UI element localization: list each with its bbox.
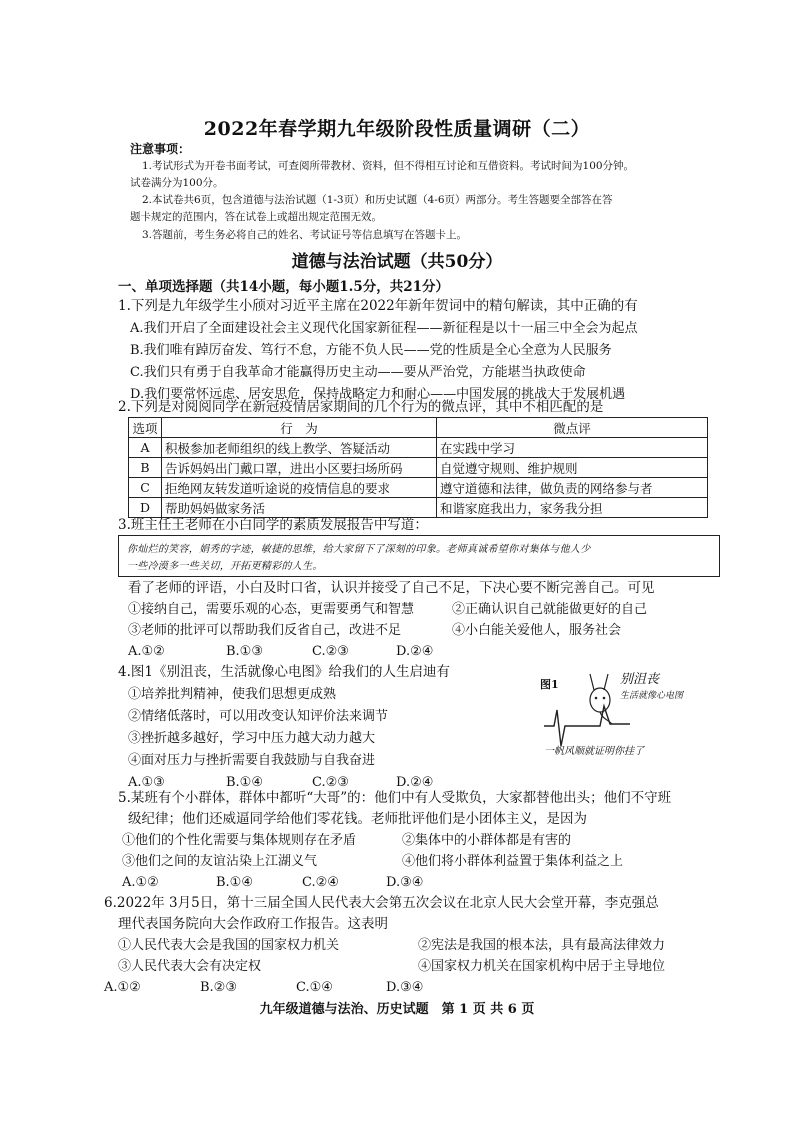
- table-row: [129, 438, 708, 458]
- figure-title: 别沮丧: [620, 672, 660, 687]
- figure-1: [540, 666, 720, 766]
- q5-option-c: C.②④: [302, 875, 339, 890]
- q6-option-a: A.①②: [104, 980, 141, 995]
- q5-stem-line-2: 级纪律；他们还威逼同学给他们零花钱。老师批评他们是小团体主义，是因为: [128, 811, 587, 827]
- q4-option-a: A.①③: [128, 775, 165, 790]
- notice-line-1: 1.考试形式为开卷书面考试，可查阅所带教材、资料，但不得相互讨论和互借资料。考试时间为100分钟。: [142, 160, 635, 172]
- figure-caption: 一帆风顺就证明你挂了: [544, 746, 644, 757]
- q3-item-2: ②正确认识自己就能做更好的自己: [452, 602, 648, 617]
- q2-stem: 2.下列是对阅阅同学在新冠疫情居家期间的几个行为的微点评，其中不相匹配的是: [118, 399, 604, 415]
- q1-option-a: A.我们开启了全面建设社会主义现代化国家新征程——新征程是以十一届三中全会为起点: [130, 321, 638, 336]
- section-title: 道德与法治试题（共50分）: [291, 252, 503, 272]
- q2-table: [128, 417, 708, 518]
- q4-option-c: C.②③: [312, 775, 349, 790]
- teacher-comment-box: [118, 535, 720, 577]
- q6-item-1: ①人民代表大会是我国的国家权力机关: [118, 938, 340, 953]
- part-heading: 一、单项选择题（共14小题，每小题1.5分，共21分）: [118, 279, 450, 295]
- notice-line-4: 题卡规定的范围内，答在试卷上或超出规定范围无效。: [130, 211, 382, 223]
- q3-after: 看了老师的评语，小白及时口省，认识并接受了自己不足，下决心要不断完善自己。可见: [128, 580, 655, 596]
- q3-option-a: A.①②: [128, 644, 165, 659]
- cell-comment: 在实践中学习: [437, 438, 708, 458]
- q6-item-2: ②宪法是我国的根本法，具有最高法律效力: [418, 938, 666, 953]
- q4-item-2: ②情绪低落时，可以用改变认知评价法来调节: [128, 709, 389, 724]
- header-behavior: 行 为: [162, 418, 437, 438]
- q4-item-3: ③挫折越多越好，学习中压力越大动力越大: [128, 731, 376, 746]
- q4-item-4: ④面对压力与挫折需要自我鼓励与自我奋进: [128, 753, 376, 768]
- cell-comment: 和谐家庭我出力，家务我分担: [437, 498, 708, 518]
- q4-item-1: ①培养批判精神，使我们思想更成熟: [128, 687, 337, 702]
- table-row: [129, 458, 708, 478]
- q3-option-d: D.②④: [396, 644, 434, 659]
- q6-option-b: B.②③: [200, 980, 237, 995]
- q3-option-b: B.①③: [226, 644, 263, 659]
- cell-option: C: [129, 478, 162, 498]
- q3-stem: 3.班主任王老师在小白同学的素质发展报告中写道：: [118, 517, 428, 533]
- q5-option-a: A.①②: [122, 875, 159, 890]
- notice-line-5: 3.答题前，考生务必将自己的姓名、考试证号等信息填写在答题卡上。: [142, 229, 468, 241]
- notice-line-2: 试卷满分为100分。: [130, 177, 224, 189]
- notice-heading: 注意事项：: [130, 142, 191, 156]
- cell-behavior: 积极参加老师组织的线上教学、答疑活动: [162, 438, 437, 458]
- teacher-comment-line-2: 一些冷漠多一些关切，开拓更精彩的人生。: [127, 561, 323, 572]
- q1-stem: 1.下列是九年级学生小颀对习近平主席在2022年新年贺词中的精句解读，其中正确的有: [118, 298, 638, 314]
- q3-item-4: ④小白能关爱他人，服务社会: [452, 623, 622, 638]
- header-comment: 微点评: [437, 418, 708, 438]
- q5-item-3: ③他们之间的友谊沾染上江湖义气: [122, 854, 318, 869]
- q5-item-4: ④他们将小群体利益置于集体利益之上: [402, 854, 624, 869]
- notice-line-3: 2.本试卷共6页，包含道德与法治试题（1-3页）和历史试题（4-6页）两部分。考生答题要全部答在答: [142, 194, 613, 206]
- q6-option-c: C.①④: [296, 980, 333, 995]
- q1-option-d: D.我们要常怀远虑、居安思危，保持战略定力和耐心——中国发展的挑战大于发展机遇: [130, 387, 626, 402]
- q1-option-b: B.我们唯有踔厉奋发、笃行不怠，方能不负人民——党的性质是全心全意为人民服务: [130, 343, 612, 358]
- cell-behavior: 拒绝网友转发道听途说的疫情信息的要求: [162, 478, 437, 498]
- q5-item-2: ②集体中的小群体都是有害的: [402, 833, 572, 848]
- q3-option-c: C.②③: [312, 644, 349, 659]
- table-header-row: [129, 418, 708, 438]
- cell-option: A: [129, 438, 162, 458]
- q6-option-d: D.③④: [386, 980, 424, 995]
- cell-behavior: 告诉妈妈出门戴口罩，进出小区要扫场所码: [162, 458, 437, 478]
- cell-comment: 遵守道德和法律，做负责的网络参与者: [437, 478, 708, 498]
- cell-option: B: [129, 458, 162, 478]
- teacher-comment-line-1: 你灿烂的笑容，娟秀的字迹，敏捷的思维，给大家留下了深刻的印象。老师真诚希望你对集体与他人少: [127, 544, 591, 555]
- q3-item-3: ③老师的批评可以帮助我们反省自己，改进不足: [128, 623, 402, 638]
- q5-stem-line-1: 5.某班有个小群体，群体中都听“大哥”的：他们中有人受欺负，大家都替他出头；他们不守班: [118, 790, 672, 806]
- figure-label: 图1: [540, 678, 559, 691]
- q4-option-d: D.②④: [396, 775, 434, 790]
- table-row: [129, 478, 708, 498]
- q6-stem-line-2: 理代表国务院向大会作政府工作报告。这表明: [118, 916, 388, 932]
- cell-option: D: [129, 498, 162, 518]
- q5-item-1: ①他们的个性化需要与集体规则存在矛盾: [122, 833, 357, 848]
- page-title: 2022年春学期九年级阶段性质量调研（二）: [203, 118, 591, 140]
- page-footer: 九年级道德与法治、历史试题 第 1 页 共 6 页: [259, 1002, 535, 1017]
- q4-stem: 4.图1《别沮丧，生活就像心电图》给我们的人生启迪有: [118, 664, 450, 680]
- header-option: 选项: [129, 418, 162, 438]
- q6-item-4: ④国家权力机关在国家机构中居于主导地位: [418, 959, 666, 974]
- q4-option-b: B.①④: [226, 775, 263, 790]
- q5-option-b: B.①④: [216, 875, 253, 890]
- q6-stem-line-1: 6.2022年 3月5日，第十三届全国人民代表大会第五次会议在北京人民大会堂开幕，李克强总: [104, 895, 659, 911]
- q6-item-3: ③人民代表大会有决定权: [118, 959, 262, 974]
- q1-option-c: C.我们只有勇于自我革命才能赢得历史主动——要从严治党，方能堪当执政使命: [130, 365, 586, 380]
- q3-item-1: ①接纳自己，需要乐观的心态，更需要勇气和智慧: [128, 602, 415, 617]
- figure-subtitle: 生活就像心电图: [620, 691, 684, 701]
- cell-comment: 自觉遵守规则、维护规则: [437, 458, 708, 478]
- q5-option-d: D.③④: [386, 875, 424, 890]
- cell-behavior: 帮助妈妈做家务活: [162, 498, 437, 518]
